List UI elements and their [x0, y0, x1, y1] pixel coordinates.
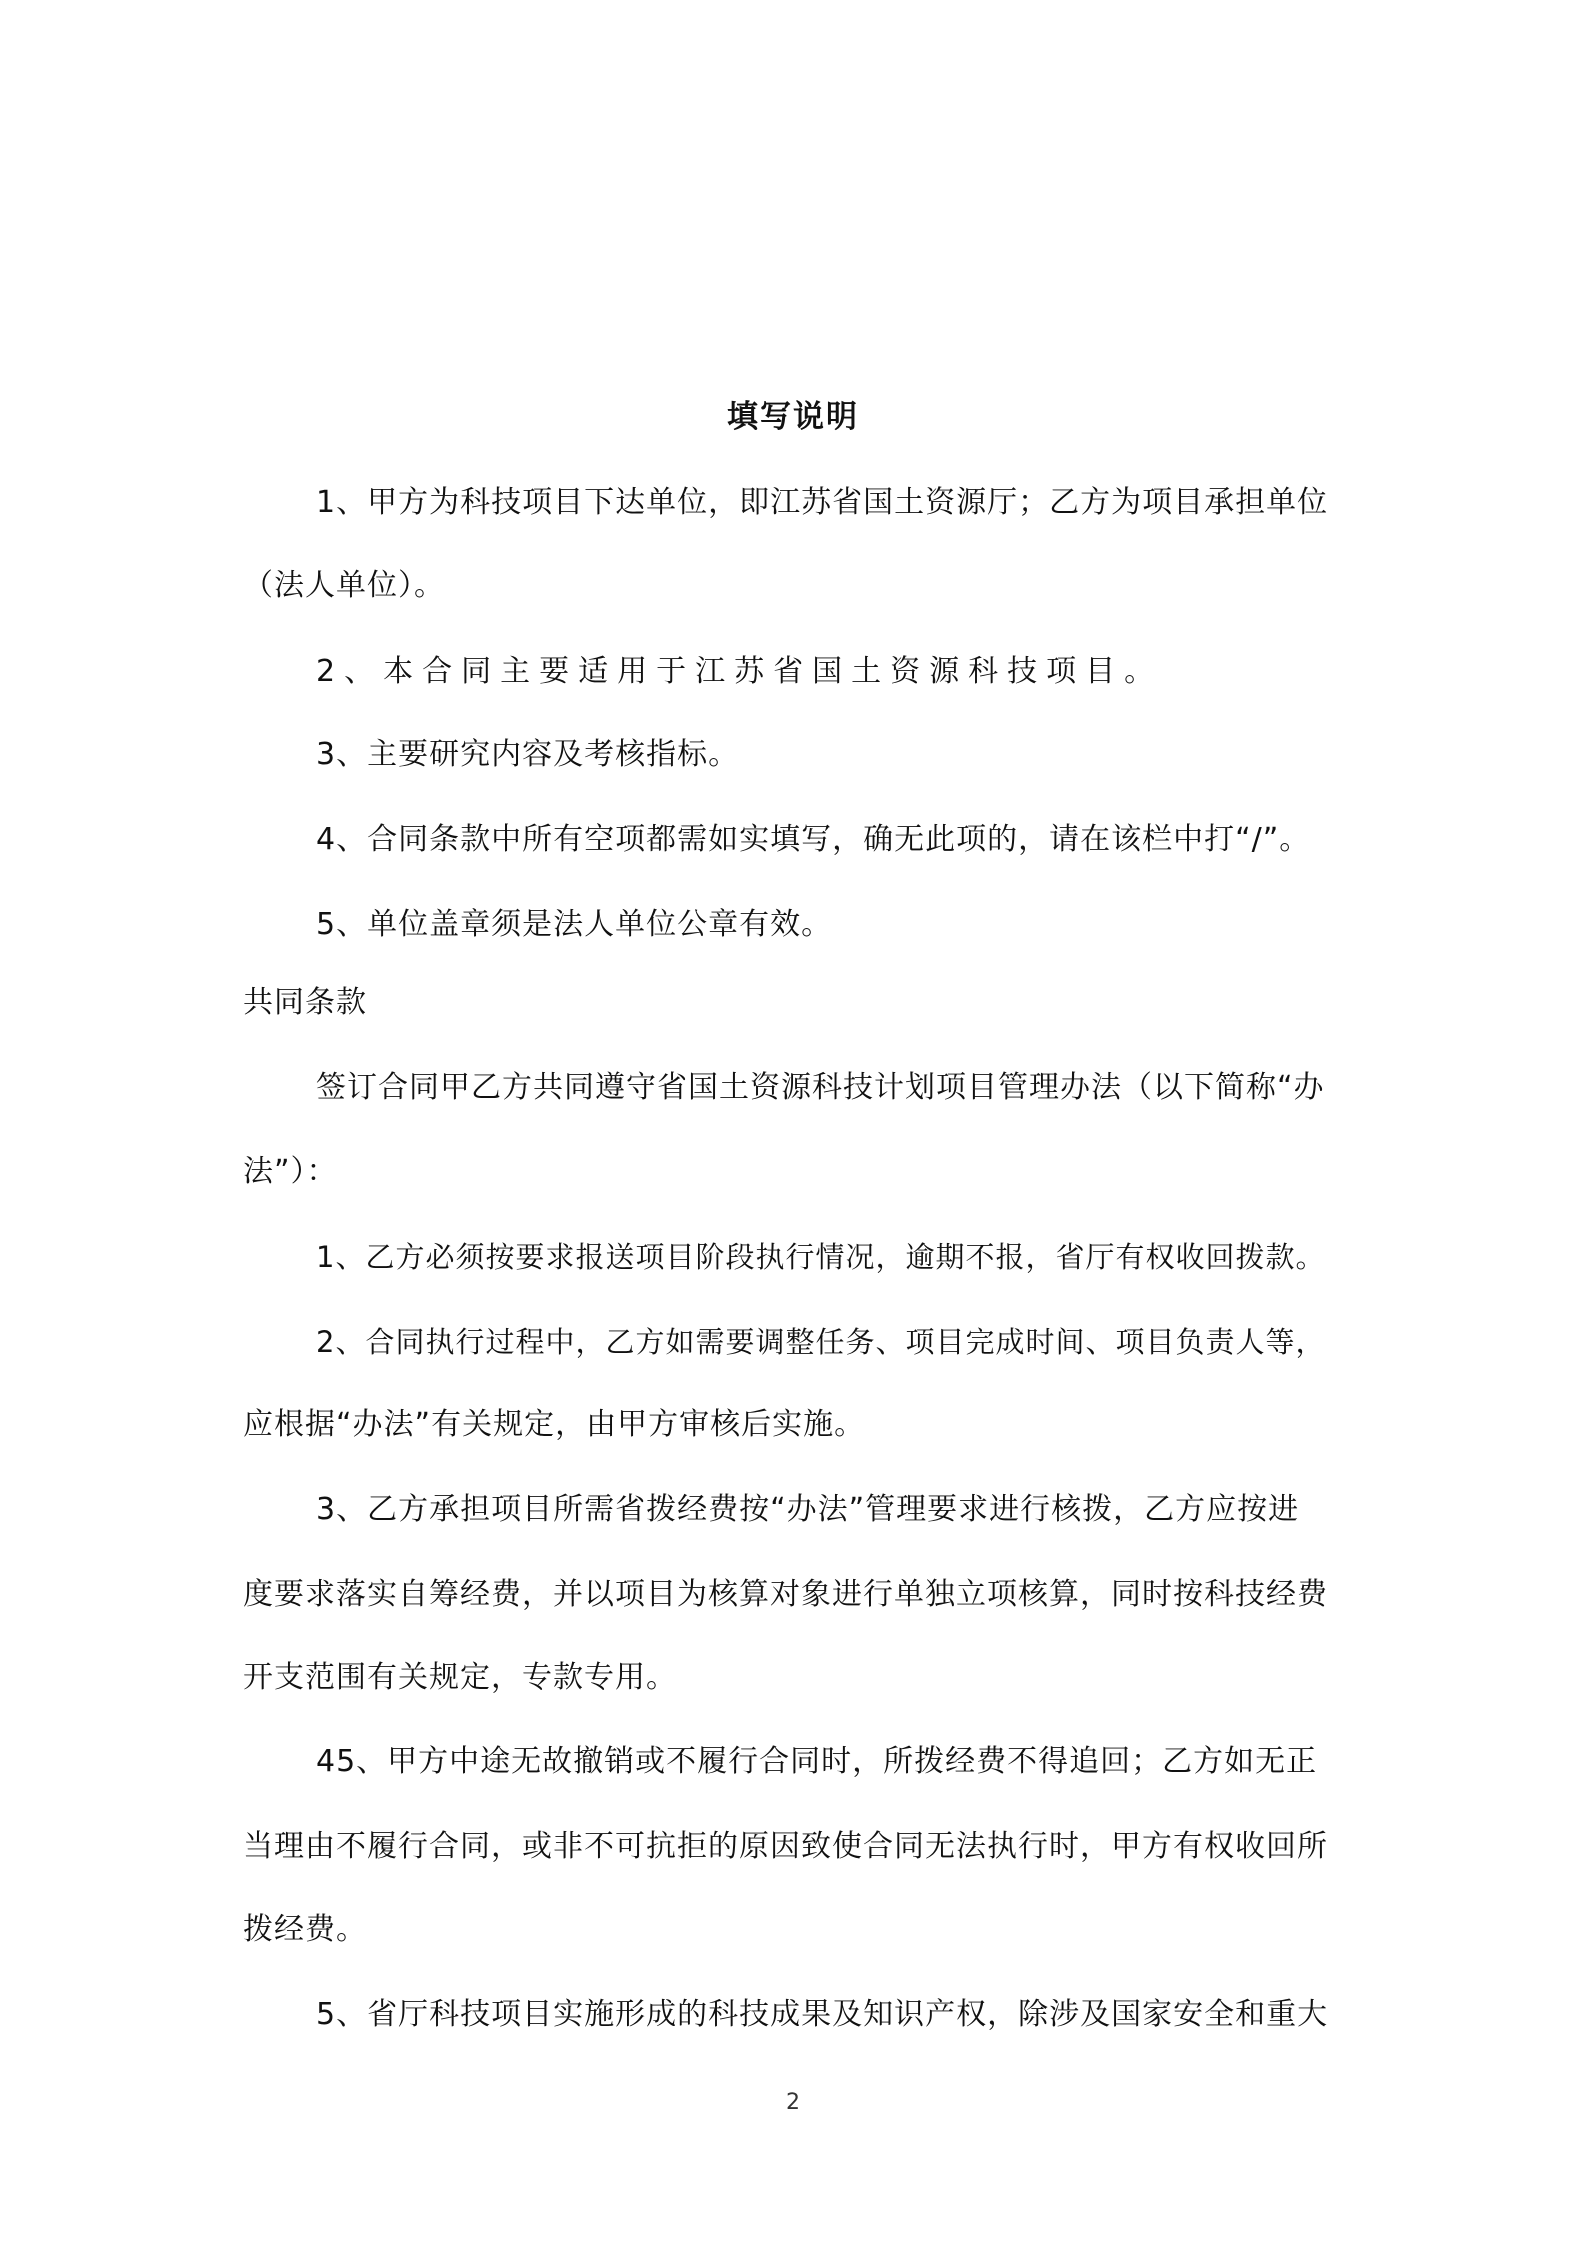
clause-line-3: 1、乙方必须按要求报送项目阶段执行情况，逾期不报，省厅有权收回拨款。	[316, 1240, 1326, 1274]
clause-line-8: 开支范围有关规定，专款专用。	[243, 1660, 677, 1695]
clause-line-9: 45、甲方中途无故撤销或不履行合同时，所拨经费不得追回；乙方如无正	[316, 1744, 1318, 1779]
clause-line-5: 应根据“办法”有关规定，由甲方审核后实施。	[243, 1407, 866, 1442]
clause-line-7: 度要求落实自筹经费，并以项目为核算对象进行单独立项核算，同时按科技经费	[243, 1577, 1328, 1612]
instruction-line-3: 2、本合同主要适用于江苏省国土资源科技项目。	[316, 654, 1164, 689]
clause-line-10: 当理由不履行合同，或非不可抗拒的原因致使合同无法执行时，甲方有权收回所	[243, 1829, 1328, 1864]
clause-line-6: 3、乙方承担项目所需省拨经费按“办法”管理要求进行核拨，乙方应按进	[316, 1492, 1300, 1527]
page-title: 填写说明	[727, 399, 859, 435]
clause-line-4: 2、合同执行过程中，乙方如需要调整任务、项目完成时间、项目负责人等，	[316, 1325, 1326, 1359]
clause-line-11: 拨经费。	[243, 1912, 367, 1947]
instruction-line-1: 1、甲方为科技项目下达单位，即江苏省国土资源厅；乙方为项目承担单位	[316, 485, 1329, 520]
clause-line-12: 5、省厅科技项目实施形成的科技成果及知识产权，除涉及国家安全和重大	[316, 1997, 1329, 2032]
instruction-line-2: （法人单位）。	[243, 568, 445, 603]
instruction-line-4: 3、主要研究内容及考核指标。	[316, 737, 740, 772]
clause-line-1: 签订合同甲乙方共同遵守省国土资源科技计划项目管理办法（以下简称“办	[316, 1070, 1325, 1105]
page-number: 2	[786, 2090, 800, 2115]
instruction-line-5: 4、合同条款中所有空项都需如实填写，确无此项的，请在该栏中打“/”。	[316, 822, 1311, 857]
clause-line-2: 法”）：	[243, 1154, 338, 1189]
instruction-line-6: 5、单位盖章须是法人单位公章有效。	[316, 907, 833, 942]
section-heading: 共同条款	[243, 985, 367, 1020]
